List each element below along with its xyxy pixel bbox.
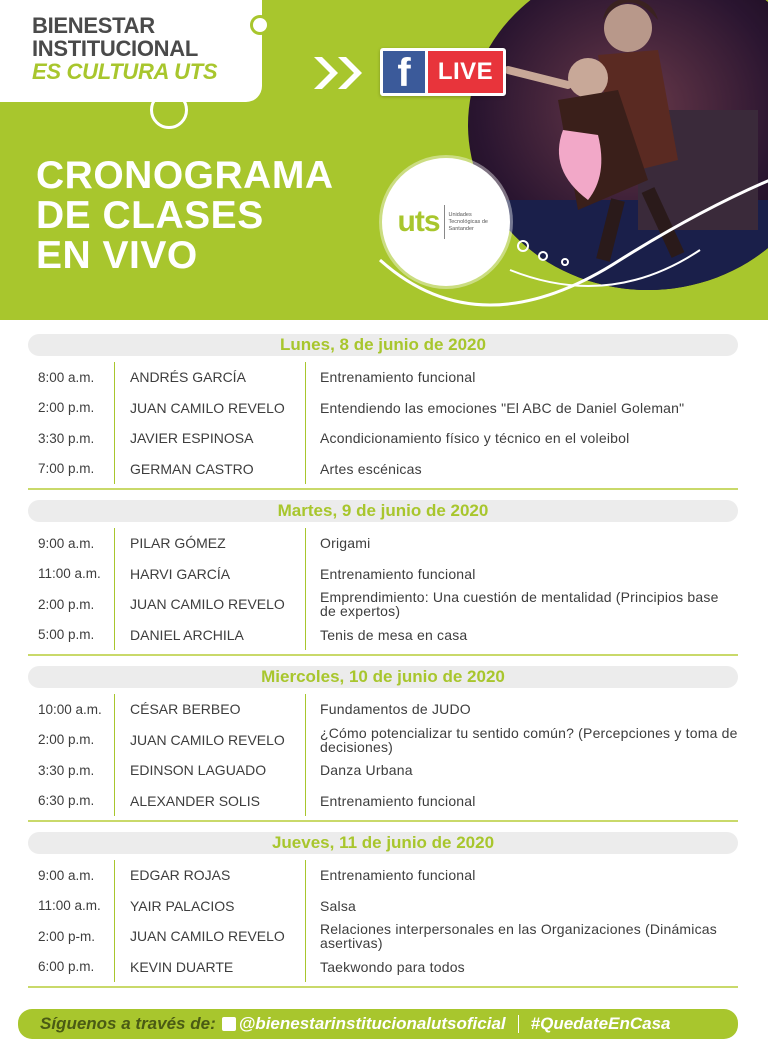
table-row bbox=[28, 528, 738, 559]
day-rows bbox=[28, 854, 738, 988]
table-row bbox=[28, 891, 738, 922]
day-header: Miercoles, 10 de junio de 2020 bbox=[28, 666, 738, 688]
day-block-monday bbox=[28, 334, 738, 490]
table-row bbox=[28, 454, 738, 485]
instructor-name: YAIR PALACIOS bbox=[114, 891, 306, 922]
class-activity: Salsa bbox=[320, 897, 357, 914]
facebook-icon: f bbox=[222, 1017, 236, 1031]
class-time: 11:00 a.m. bbox=[38, 566, 101, 582]
class-activity: Entrenamiento funcional bbox=[320, 369, 476, 386]
class-activity: Acondicionamiento físico y técnico en el voleibol bbox=[320, 430, 630, 447]
facebook-live-badge bbox=[380, 48, 506, 96]
column-divider bbox=[114, 528, 115, 650]
brand-line-1: BIENESTAR bbox=[32, 13, 155, 38]
class-activity: Entrenamiento funcional bbox=[320, 792, 476, 809]
class-activity: Origami bbox=[320, 535, 371, 552]
class-activity: Taekwondo para todos bbox=[320, 958, 465, 975]
table-row bbox=[28, 755, 738, 786]
day-rows bbox=[28, 688, 738, 822]
instructor-name: EDGAR ROJAS bbox=[114, 860, 306, 891]
header-banner bbox=[0, 0, 768, 320]
class-time: 9:00 a.m. bbox=[38, 867, 95, 883]
brand-line-2: INSTITUCIONAL bbox=[32, 36, 198, 61]
uts-logo-text: uts bbox=[397, 205, 440, 238]
table-row bbox=[28, 860, 738, 891]
title-line-2: DE CLASES bbox=[36, 194, 264, 237]
table-row bbox=[28, 559, 738, 590]
table-row bbox=[28, 393, 738, 424]
class-time: 11:00 a.m. bbox=[38, 898, 101, 914]
title-line-1: CRONOGRAMA bbox=[36, 154, 334, 197]
class-time: 2:00 p-m. bbox=[38, 928, 96, 944]
instructor-name: PILAR GÓMEZ bbox=[114, 528, 306, 559]
brand-box bbox=[0, 0, 262, 102]
table-row bbox=[28, 362, 738, 393]
decorative-dot-icon bbox=[250, 15, 270, 35]
class-time: 3:30 p.m. bbox=[38, 762, 95, 778]
day-header: Lunes, 8 de junio de 2020 bbox=[28, 334, 738, 356]
day-block-tuesday bbox=[28, 500, 738, 656]
footer-bar bbox=[18, 1009, 738, 1039]
day-block-thursday bbox=[28, 832, 738, 988]
class-activity: Entrenamiento funcional bbox=[320, 867, 476, 884]
class-time: 6:30 p.m. bbox=[38, 793, 95, 809]
class-time: 9:00 a.m. bbox=[38, 535, 95, 551]
table-row bbox=[28, 725, 738, 756]
table-row bbox=[28, 589, 738, 620]
instructor-name: JUAN CAMILO REVELO bbox=[114, 921, 306, 952]
table-row bbox=[28, 423, 738, 454]
instructor-name: ANDRÉS GARCÍA bbox=[114, 362, 306, 393]
instructor-name: DANIEL ARCHILA bbox=[114, 620, 306, 651]
class-activity: Relaciones interpersonales en las Organizaciones (Dinámicas asertivas) bbox=[320, 921, 717, 952]
class-activity: Artes escénicas bbox=[320, 460, 422, 477]
column-divider bbox=[114, 362, 115, 484]
table-row bbox=[28, 921, 738, 952]
column-divider bbox=[114, 694, 115, 816]
decorative-ring-icon bbox=[150, 91, 188, 129]
table-row bbox=[28, 694, 738, 725]
column-divider bbox=[114, 860, 115, 982]
class-time: 2:00 p.m. bbox=[38, 732, 95, 748]
class-activity: Entendiendo las emociones "El ABC de Daniel Goleman" bbox=[320, 399, 685, 416]
instructor-name: JUAN CAMILO REVELO bbox=[114, 725, 306, 756]
instructor-name: JUAN CAMILO REVELO bbox=[114, 393, 306, 424]
class-time: 8:00 a.m. bbox=[38, 369, 95, 385]
class-time: 7:00 p.m. bbox=[38, 461, 95, 477]
double-chevron-right-icon bbox=[312, 55, 366, 91]
instructor-name: JUAN CAMILO REVELO bbox=[114, 589, 306, 620]
class-activity: Danza Urbana bbox=[320, 762, 413, 779]
page-title bbox=[36, 156, 333, 276]
class-activity: Tenis de mesa en casa bbox=[320, 626, 468, 643]
instructor-name: HARVI GARCÍA bbox=[114, 559, 306, 590]
class-activity: ¿Cómo potencializar tu sentido común? (Percepciones y toma de decisiones) bbox=[320, 724, 738, 755]
day-block-wednesday bbox=[28, 666, 738, 822]
facebook-icon: f bbox=[383, 51, 425, 93]
uts-logo bbox=[382, 158, 510, 286]
table-row bbox=[28, 952, 738, 983]
follow-label: Síguenos a través de: bbox=[40, 1014, 216, 1033]
uts-logo-subtitle: Unidades Tecnológicas de Santander bbox=[448, 211, 488, 232]
class-activity: Emprendimiento: Una cuestión de mentalidad (Principios base de expertos) bbox=[320, 589, 719, 620]
class-time: 3:30 p.m. bbox=[38, 430, 95, 446]
class-time: 6:00 p.m. bbox=[38, 959, 95, 975]
day-header: Jueves, 11 de junio de 2020 bbox=[28, 832, 738, 854]
instructor-name: EDINSON LAGUADO bbox=[114, 755, 306, 786]
instructor-name: GERMAN CASTRO bbox=[114, 454, 306, 485]
instructor-name: KEVIN DUARTE bbox=[114, 952, 306, 983]
instructor-name: CÉSAR BERBEO bbox=[114, 694, 306, 725]
title-line-3: EN VIVO bbox=[36, 234, 198, 277]
brand-line-3: ES CULTURA UTS bbox=[32, 59, 218, 84]
day-header: Martes, 9 de junio de 2020 bbox=[28, 500, 738, 522]
hashtag: #QuedateEnCasa bbox=[530, 1014, 671, 1033]
class-time: 5:00 p.m. bbox=[38, 627, 95, 643]
table-row bbox=[28, 620, 738, 651]
logo-separator bbox=[444, 205, 445, 239]
table-row bbox=[28, 786, 738, 817]
class-activity: Entrenamiento funcional bbox=[320, 565, 476, 582]
instructor-name: JAVIER ESPINOSA bbox=[114, 423, 306, 454]
facebook-handle-link[interactable]: @bienestarinstitucionalutsoficial bbox=[238, 1014, 506, 1033]
schedule bbox=[28, 334, 738, 998]
class-activity: Fundamentos de JUDO bbox=[320, 701, 471, 718]
class-time: 2:00 p.m. bbox=[38, 400, 95, 416]
footer-separator bbox=[518, 1015, 519, 1033]
day-rows bbox=[28, 356, 738, 490]
instructor-name: ALEXANDER SOLIS bbox=[114, 786, 306, 817]
live-label: LIVE bbox=[428, 51, 503, 93]
class-time: 10:00 a.m. bbox=[38, 701, 102, 717]
class-time: 2:00 p.m. bbox=[38, 596, 95, 612]
day-rows bbox=[28, 522, 738, 656]
